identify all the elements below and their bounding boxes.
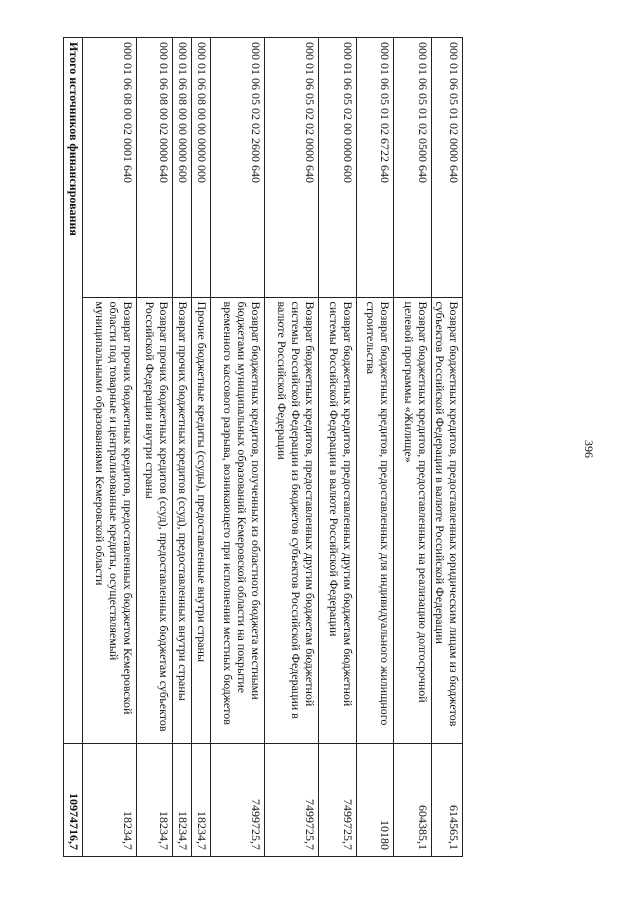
table-row xyxy=(432,38,463,857)
row-value: 7499725,7 xyxy=(211,743,265,856)
row-description: Возврат прочих бюджетных кредитов (ссуд), предоставленных внутри страны xyxy=(173,297,192,743)
row-description: Возврат бюджетных кредитов, предоставленных другим бюджетам бюджетной системы Российской Федерации из бюджетов субъектов Российской Федерации в валюте Российской Федерации xyxy=(265,297,319,743)
row-description: Возврат прочих бюджетных кредитов (ссуд), предоставленных бюджетам субъектов Российской Федерации внутри страны xyxy=(137,297,173,743)
row-code: 000 01 06 08 00 02 0000 640 xyxy=(137,38,173,298)
row-description: Возврат бюджетных кредитов, предоставленных юридическим лицам из бюджетов субъектов Российской Федерации в валюте Российской Федерации xyxy=(432,297,463,743)
total-row xyxy=(64,38,83,857)
row-code: 000 01 06 05 01 02 6722 640 xyxy=(357,38,394,298)
row-value: 18234,7 xyxy=(173,743,192,856)
row-code: 000 01 06 08 00 00 0000 000 xyxy=(192,38,211,298)
budget-table-container xyxy=(58,37,463,857)
table-row xyxy=(394,38,432,857)
row-value: 18234,7 xyxy=(137,743,173,856)
row-description: Возврат бюджетных кредитов, предоставленных для индивидуального жилищного строительства xyxy=(357,297,394,743)
row-code: 000 01 06 05 02 02 2600 640 xyxy=(211,38,265,298)
row-code: 000 01 06 05 01 02 0000 640 xyxy=(432,38,463,298)
row-value: 7499725,7 xyxy=(265,743,319,856)
page-number: 396 xyxy=(582,440,596,458)
row-value: 10180 xyxy=(357,743,394,856)
row-description: Прочие бюджетные кредиты (ссуды), предоставленные внутри страны xyxy=(192,297,211,743)
row-value: 604385,1 xyxy=(394,743,432,856)
row-description: Возврат бюджетных кредитов, предоставленных на реализацию долгосрочной целевой программы «Жилище» xyxy=(394,297,432,743)
row-code: 000 01 06 05 01 02 0500 640 xyxy=(394,38,432,298)
table-row xyxy=(211,38,265,857)
table-row xyxy=(357,38,394,857)
table-row xyxy=(192,38,211,857)
row-code: 000 01 06 08 00 00 0000 600 xyxy=(173,38,192,298)
row-value: 18234,7 xyxy=(192,743,211,856)
budget-sources-table xyxy=(63,37,463,857)
row-value: 614565,1 xyxy=(432,743,463,856)
row-description: Возврат прочих бюджетных кредитов, предоставленных бюджетом Кемеровской области под товарные и централизованные кредиты, осуществляемый муниципальными образованиями Кемеровской области xyxy=(83,297,137,743)
row-code: 000 01 06 08 00 02 0001 640 xyxy=(83,38,137,298)
table-row xyxy=(173,38,192,857)
row-description: Возврат бюджетных кредитов, полученных из областного бюджета местными бюджетами муниципальных образований Кемеровской области на покрытие временного кассового разрыва, возникающего при исполнении местных бюджетов xyxy=(211,297,265,743)
total-label: Итого источников финансирования xyxy=(64,38,83,744)
table-row xyxy=(83,38,137,857)
row-value: 18234,7 xyxy=(83,743,137,856)
row-value: 7499725,7 xyxy=(319,743,357,856)
row-code: 000 01 06 05 02 00 0000 600 xyxy=(319,38,357,298)
row-code: 000 01 06 05 02 02 0000 640 xyxy=(265,38,319,298)
table-body xyxy=(64,38,463,857)
total-value: 10974716,7 xyxy=(64,743,83,856)
table-row xyxy=(137,38,173,857)
table-row xyxy=(265,38,319,857)
row-description: Возврат бюджетных кредитов, предоставленных другим бюджетам бюджетной системы Российской Федерации в валюте Российской Федерации xyxy=(319,297,357,743)
table-row xyxy=(319,38,357,857)
